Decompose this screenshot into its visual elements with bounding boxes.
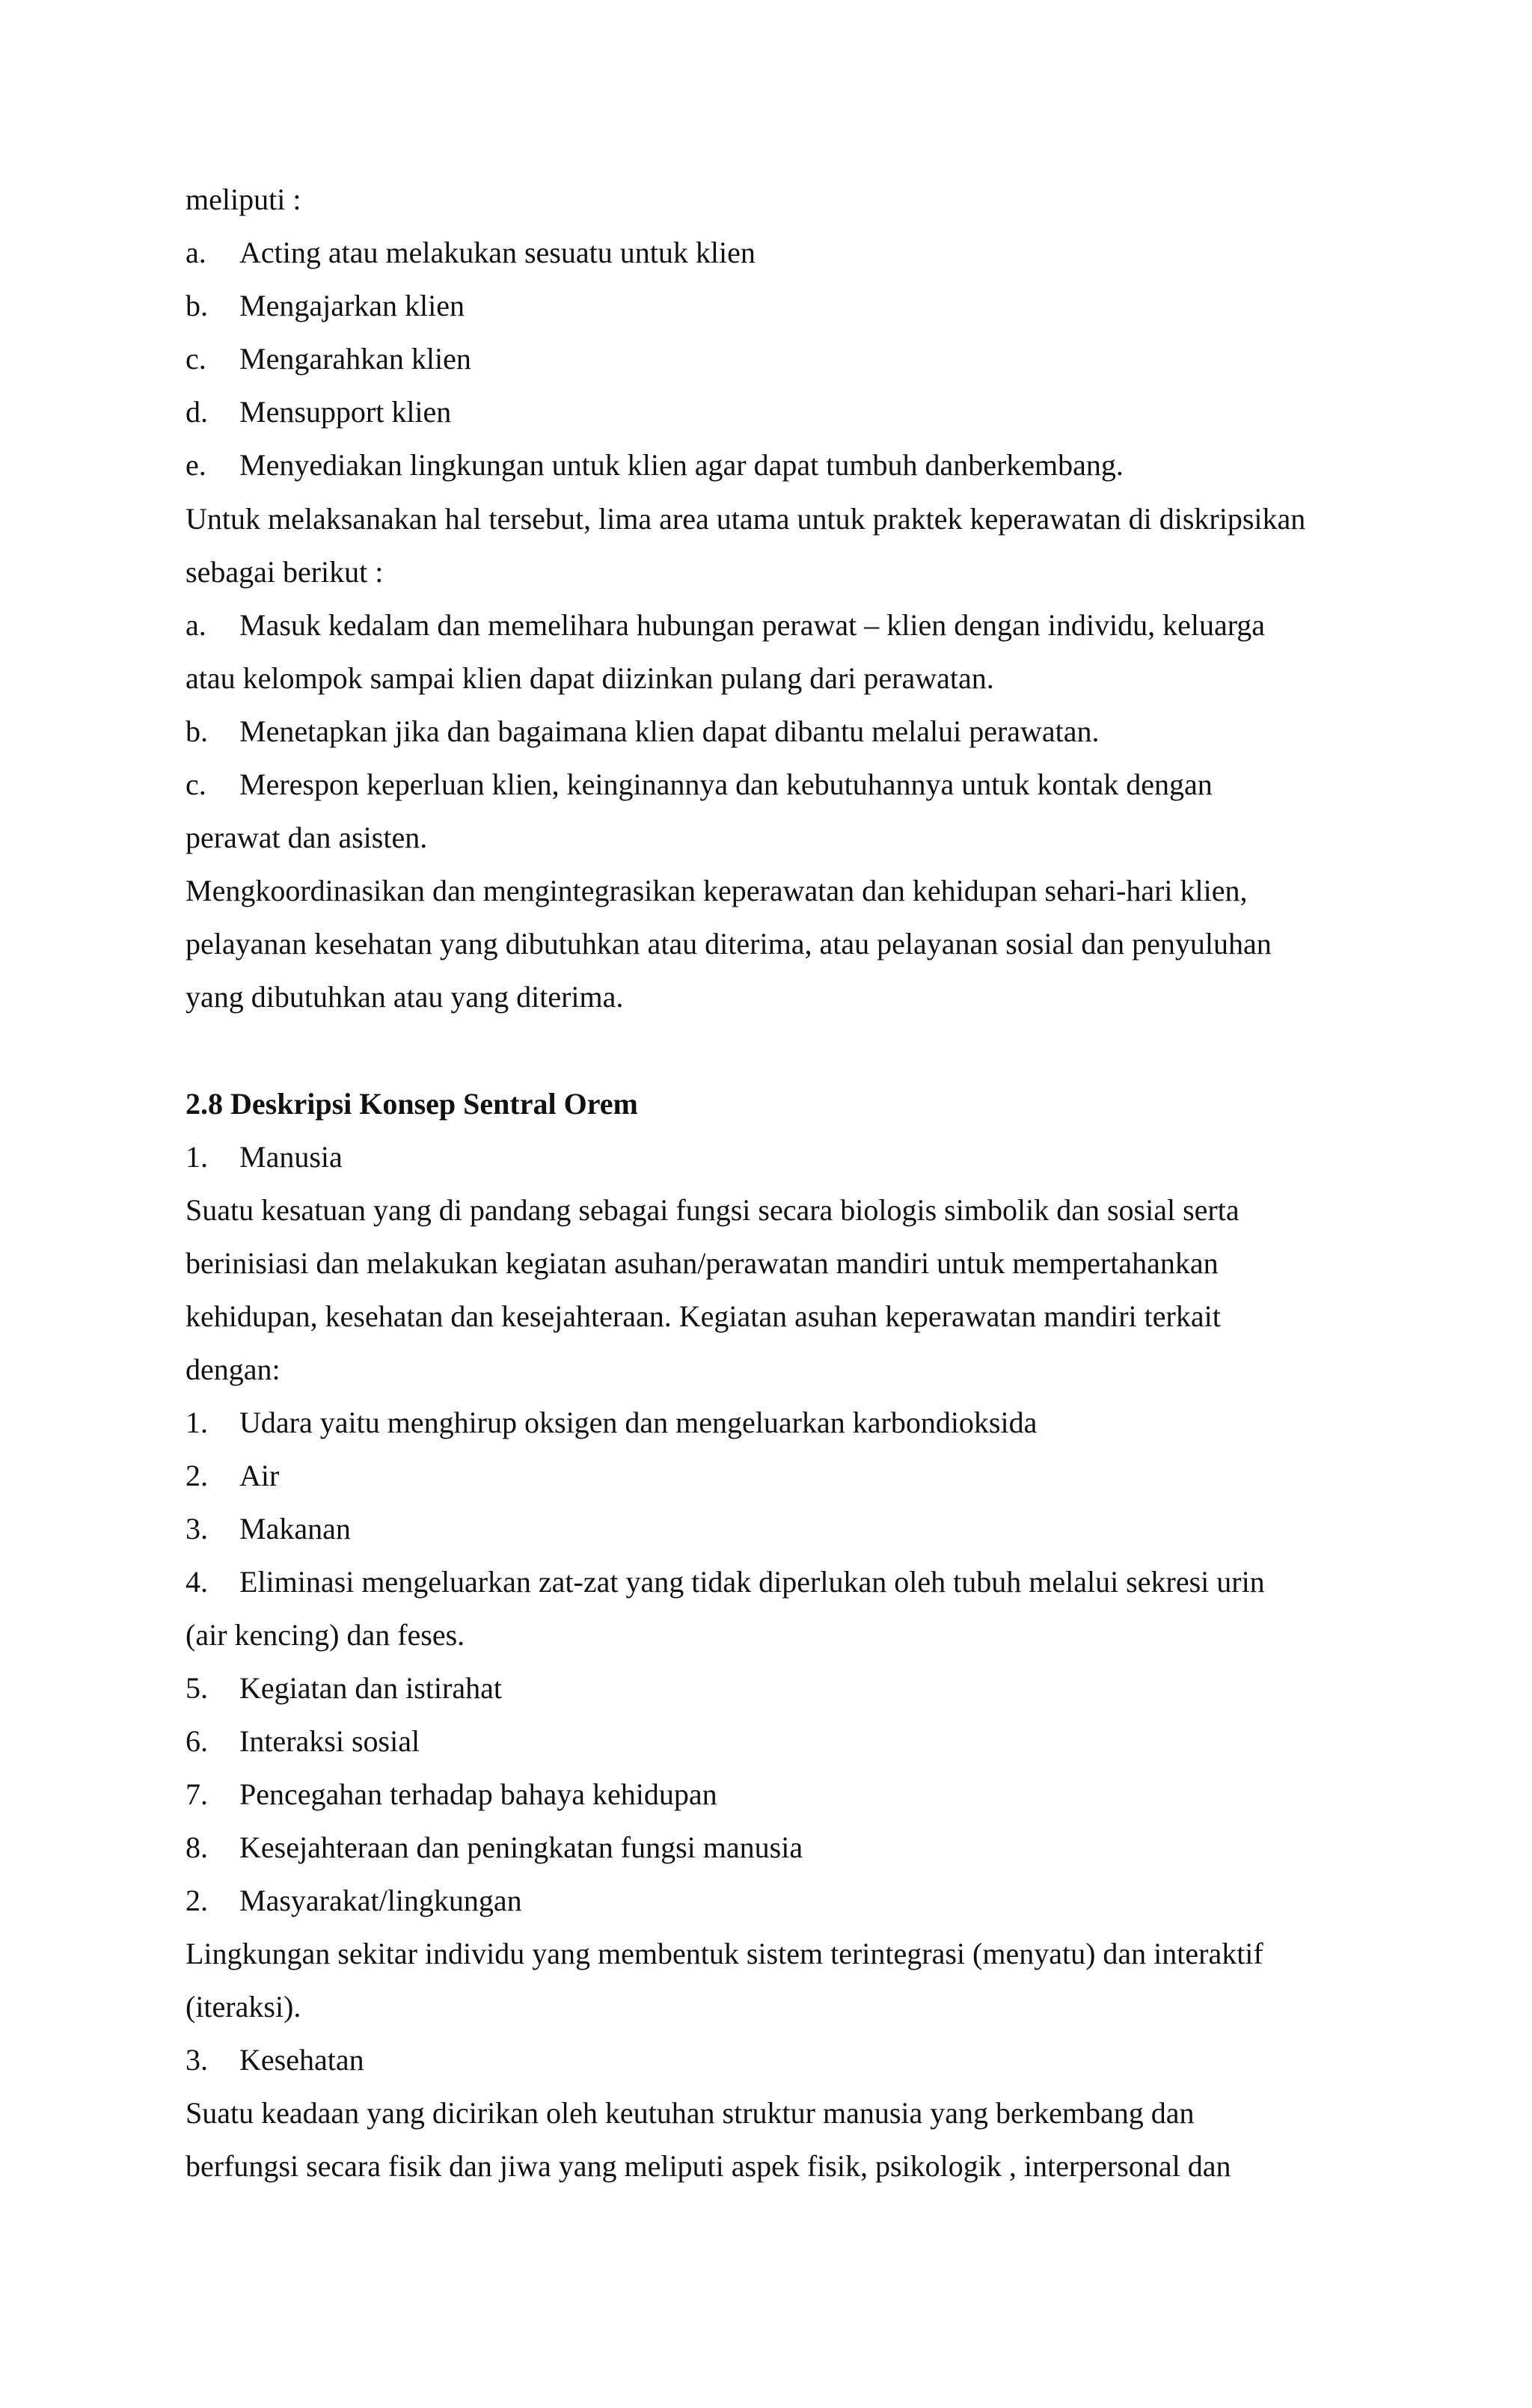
list-text: Interaksi sosial: [239, 1724, 420, 1758]
list-text: Eliminasi mengeluarkan zat-zat yang tidak diperlukan oleh tubuh melalui sekresi urin: [239, 1565, 1265, 1599]
list-marker: 1.: [186, 1140, 208, 1174]
list-marker: 5.: [186, 1671, 208, 1705]
paragraph-line: berinisiasi dan melakukan kegiatan asuhan/perawatan mandiri untuk mempertahankan: [186, 1246, 1219, 1280]
list-marker: c.: [186, 768, 206, 801]
list-marker: c.: [186, 342, 206, 376]
list-continuation: atau kelompok sampai klien dapat diizinkan pulang dari perawatan.: [186, 661, 994, 695]
list-text: Acting atau melakukan sesuatu untuk klien: [239, 236, 756, 269]
list-text: Mengarahkan klien: [239, 342, 471, 376]
subsection-title-text: Manusia: [239, 1140, 343, 1174]
subsection-title-text: Masyarakat/lingkungan: [239, 1884, 522, 1917]
paragraph-line: Mengkoordinasikan dan mengintegrasikan keperawatan dan kehidupan sehari-hari klien,: [186, 874, 1248, 907]
list-marker: a.: [186, 608, 206, 642]
list-item: [186, 235, 756, 271]
list-item: [186, 1830, 803, 1866]
list-text: Menetapkan jika dan bagaimana klien dapat dibantu melalui perawatan.: [239, 714, 1100, 748]
list-marker: 3.: [186, 2043, 208, 2077]
list-item: [186, 1777, 717, 1813]
list-text: Masuk kedalam dan memelihara hubungan perawat – klien dengan individu, keluarga: [239, 608, 1266, 642]
list-marker: 8.: [186, 1830, 208, 1864]
list-marker: b.: [186, 289, 208, 322]
list-marker: 6.: [186, 1724, 208, 1758]
subsection-title: [186, 2042, 364, 2078]
list-item: [186, 1405, 1037, 1441]
section-heading: 2.8 Deskripsi Konsep Sentral Orem: [186, 1087, 638, 1121]
list-item: [186, 714, 1100, 750]
list-item: [186, 341, 471, 377]
paragraph-line: Lingkungan sekitar individu yang membentuk sistem terintegrasi (menyatu) dan interaktif: [186, 1937, 1263, 1970]
list-item: [186, 607, 1265, 643]
paragraph-line: Suatu kesatuan yang di pandang sebagai fungsi secara biologis simbolik dan sosial serta: [186, 1193, 1240, 1227]
list-item: [186, 767, 1213, 803]
paragraph-line: (iteraksi).: [186, 1990, 301, 2023]
list-marker: b.: [186, 714, 208, 748]
list-item: [186, 1564, 1265, 1600]
list-item: [186, 1511, 351, 1547]
list-text: Air: [239, 1459, 280, 1492]
list-text: Merespon keperluan klien, keinginannya dan kebutuhannya untuk kontak dengan: [239, 768, 1213, 801]
list-text: Pencegahan terhadap bahaya kehidupan: [239, 1777, 717, 1811]
list-marker: 2.: [186, 1884, 208, 1917]
list-item: [186, 1670, 502, 1706]
intro-text: meliputi :: [186, 183, 301, 216]
list-item: [186, 1724, 420, 1759]
list-text: Kesejahteraan dan peningkatan fungsi manusia: [239, 1830, 803, 1864]
subsection-title-text: Kesehatan: [239, 2043, 364, 2077]
list-text: Kegiatan dan istirahat: [239, 1671, 502, 1705]
list-marker: d.: [186, 395, 208, 429]
list-marker: e.: [186, 448, 206, 482]
list-text: Mengajarkan klien: [239, 289, 465, 322]
list-text: Mensupport klien: [239, 395, 452, 429]
list-item: [186, 447, 1124, 483]
subsection-title: [186, 1139, 343, 1175]
list-marker: 3.: [186, 1512, 208, 1545]
list-marker: a.: [186, 236, 206, 269]
paragraph-line: yang dibutuhkan atau yang diterima.: [186, 980, 624, 1014]
list-continuation: perawat dan asisten.: [186, 821, 428, 854]
list-item: [186, 288, 465, 324]
paragraph-line: Untuk melaksanakan hal tersebut, lima area utama untuk praktek keperawatan di diskripsikan: [186, 502, 1306, 536]
list-text: Makanan: [239, 1512, 351, 1545]
list-marker: 7.: [186, 1777, 208, 1811]
paragraph-line: Suatu keadaan yang dicirikan oleh keutuhan struktur manusia yang berkembang dan: [186, 2096, 1195, 2130]
paragraph-line: berfungsi secara fisik dan jiwa yang meliputi aspek fisik, psikologik , interpersonal dan: [186, 2149, 1231, 2183]
paragraph-line: dengan:: [186, 1352, 281, 1386]
paragraph-line: pelayanan kesehatan yang dibutuhkan atau diterima, atau pelayanan sosial dan penyuluhan: [186, 927, 1272, 961]
subsection-title: [186, 1883, 522, 1919]
list-marker: 2.: [186, 1459, 208, 1492]
paragraph-line: sebagai berikut :: [186, 555, 384, 589]
list-text: Menyediakan lingkungan untuk klien agar dapat tumbuh danberkembang.: [239, 448, 1124, 482]
list-text: Udara yaitu menghirup oksigen dan mengeluarkan karbondioksida: [239, 1406, 1038, 1439]
list-marker: 4.: [186, 1565, 208, 1599]
list-item: [186, 394, 451, 430]
paragraph-line: kehidupan, kesehatan dan kesejahteraan. Kegiatan asuhan keperawatan mandiri terkait: [186, 1299, 1221, 1333]
list-marker: 1.: [186, 1406, 208, 1439]
list-item: [186, 1458, 279, 1494]
list-continuation: (air kencing) dan feses.: [186, 1618, 465, 1652]
